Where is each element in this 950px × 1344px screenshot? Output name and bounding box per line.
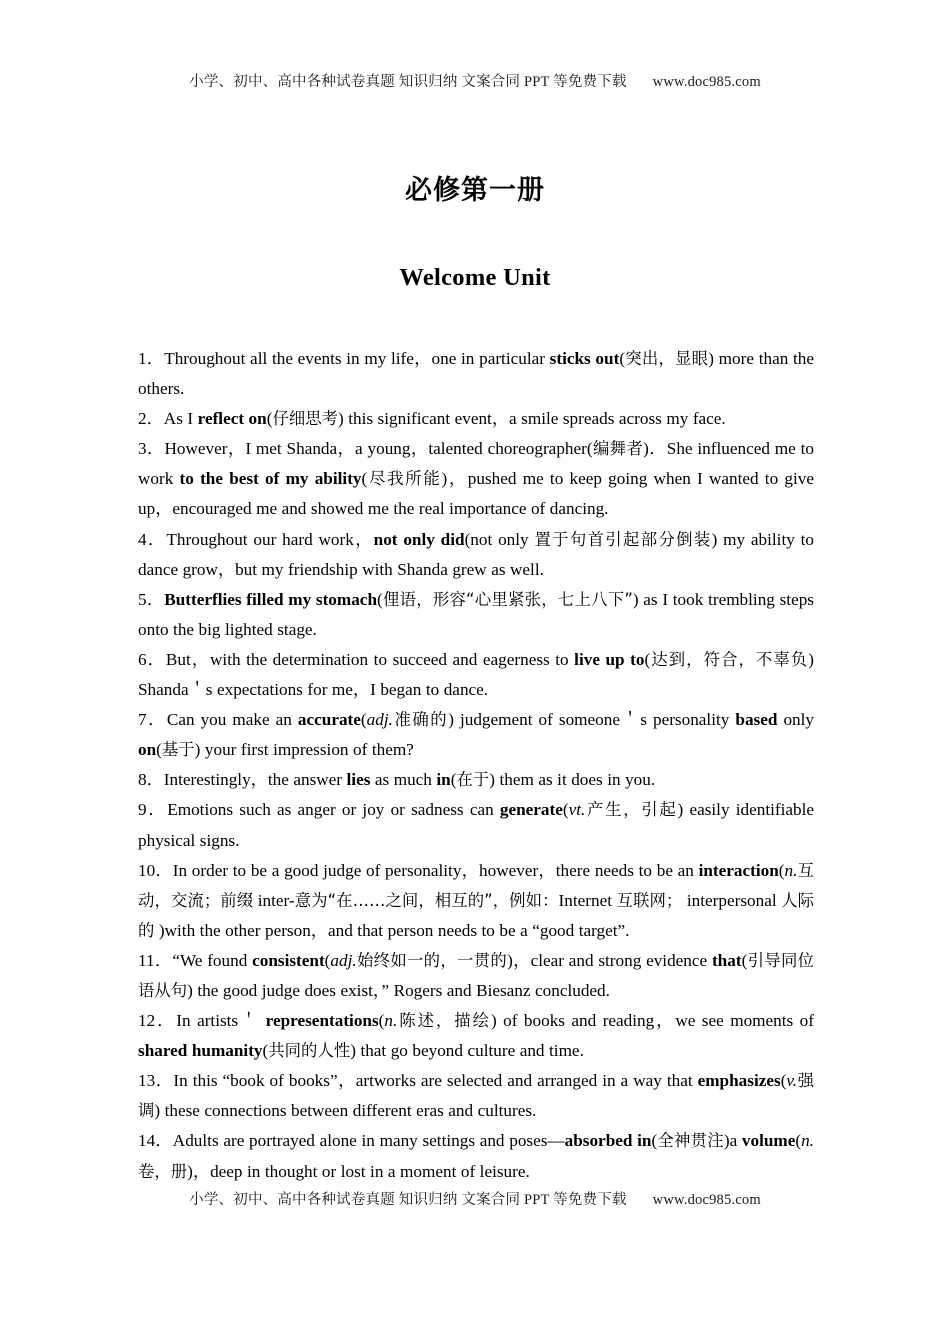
gloss-cn: 编舞者 [592,439,644,459]
part-of-speech: n. [784,860,798,880]
list-item: 13．In this “book of books”，artworks are selected and arranged in a way that emphasizes(v.强调) these connections between different eras and cultures. [138,1071,814,1121]
list-item: 6．But，with the determination to succeed and eagerness to live up to(达到，符合，不辜负) Shanda＇s expectations for me，I began to dance. [138,649,814,700]
running-foot-url: www.doc985.com [652,1192,761,1208]
sentence-list [138,344,814,1187]
gloss-cn: 人际的 [138,890,815,940]
item-number: 7． [138,710,167,730]
part-of-speech: vt. [568,800,586,820]
gloss-cn: 突出，显眼 [625,349,709,368]
running-head-url: www.doc985.com [652,74,761,90]
key-phrase: to the best of my ability [179,469,362,489]
gloss-cn: 在于 [456,770,490,790]
gloss-cn: 置于句首引起部分倒装 [534,529,712,549]
key-phrase: accurate [297,710,361,730]
key-phrase: not only did [373,529,465,549]
key-phrase: interaction [698,860,779,880]
key-phrase: lies [346,770,371,790]
list-item: 7．Can you make an accurate(adj.准确的) judgement of someone＇s personality based only on(基于) your first impression of them? [138,710,815,760]
list-item: 10．In order to be a good judge of personality，however，there needs to be an interaction(n.互动，交流；前缀 inter-意为“在……之间，相互的”，例如：Internet 互联网； interpersonal 人际的 )with the other person，and that person needs to be a “good target”. [138,860,815,940]
item-number: 10． [138,860,173,880]
key-phrase: representations [265,1011,379,1031]
item-number: 9． [138,800,168,820]
item-number: 6． [138,649,166,669]
gloss-cn: 尽我所能 [367,469,442,489]
key-phrase: Butterflies filled my stomach [164,589,377,609]
part-of-speech: n. [384,1011,398,1031]
key-phrase: sticks out [549,349,620,368]
item-number: 11． [138,950,173,970]
running-foot-text: 小学、初中、高中各种试卷真题 知识归纳 文案合同 PPT 等免费下载 [189,1192,627,1208]
item-number: 5． [138,589,165,609]
gloss-cn: 强调 [138,1071,814,1121]
item-number: 2． [138,409,164,429]
part-of-speech: adj. [330,950,357,970]
item-number: 3． [138,439,165,459]
list-item: 5．Butterflies filled my stomach(俚语，形容“心里紧张，七上八下”) as I took trembling steps onto the big lighted stage. [138,589,814,639]
list-item: 8．Interestingly，the answer lies as much in(在于) them as it does in you. [138,770,656,790]
list-item: 11．“We found consistent(adj.始终如一的，一贯的)，clear and strong evidence that(引导同位语从句) the good judge does exist，” Rogers and Biesanz concluded. [138,950,815,1000]
key-phrase: reflect on [197,409,267,429]
gloss-cn: 卷，册 [138,1161,188,1181]
list-item: 12．In artists＇ representations(n.陈述，描绘) of books and reading，we see moments of shared humanity(共同的人性) that go beyond culture and time. [138,1011,814,1061]
key-phrase: that [711,950,742,970]
item-number: 13． [138,1071,174,1091]
key-phrase: based [735,710,778,730]
key-phrase: volume [741,1131,796,1151]
gloss-cn: 产生，引起 [585,800,678,820]
unit-title: Welcome Unit [399,264,551,291]
gloss-cn: 陈述，描绘 [397,1011,491,1031]
key-phrase: consistent [252,950,325,970]
gloss-cn: 准确的 [392,710,449,730]
key-phrase: absorbed in [564,1131,652,1151]
key-phrase: generate [499,800,563,820]
gloss-cn: 互联网； [616,890,683,910]
gloss-cn: 仔细思考 [272,409,338,429]
gloss-cn: 全神贯注 [657,1131,724,1151]
list-item: 1．Throughout all the events in my life，one in particular sticks out(突出，显眼) more than the others. [138,349,814,399]
gloss-cn: 达到，符合，不辜负 [650,649,809,669]
key-phrase: in [436,770,451,790]
running-head [0,70,950,91]
key-phrase: emphasizes [697,1071,781,1091]
list-item: 9．Emotions such as anger or joy or sadness can generate(vt.产生，引起) easily identifiable physical signs. [138,800,815,850]
book-title: 必修第一册 [405,175,545,206]
key-phrase: on [138,740,157,760]
key-phrase: live up to [574,649,645,669]
part-of-speech: v. [786,1071,798,1091]
item-number: 14． [138,1131,173,1151]
list-item: 4．Throughout our hard work，not only did(not only 置于句首引起部分倒装) my ability to dance grow，but my friendship with Shanda grew as well. [138,529,815,579]
list-item: 2．As I reflect on(仔细思考) this significant event，a smile spreads across my face. [138,409,726,429]
item-number: 1． [138,349,165,368]
list-item: 14．Adults are portrayed alone in many settings and poses—absorbed in(全神贯注)a volume(n.卷，册)，deep in thought or lost in a moment of leisure. [138,1131,814,1181]
gloss-cn: 俚语，形容“心里紧张，七上八下” [382,589,633,609]
gloss-cn: 共同的人性 [268,1041,351,1061]
key-phrase: shared humanity [138,1041,263,1061]
running-foot [0,1188,950,1209]
gloss-cn: 始终如一的，一贯的 [356,950,508,970]
part-of-speech: n. [801,1131,814,1151]
part-of-speech: adj. [366,710,393,730]
list-item: 3．However，I met Shanda，a young，talented choreographer(编舞者)．She influenced me to work to the best of my ability(尽我所能)，pushed me to keep going when I wanted to give up，encouraged me and showed me the real importance of dancing. [138,439,815,519]
item-number: 8． [138,770,164,790]
gloss-cn: 互动，交流；前缀 [138,860,814,910]
gloss-cn: 引导同位语从句 [138,950,815,1000]
item-number: 4． [138,529,167,549]
running-head-text: 小学、初中、高中各种试卷真题 知识归纳 文案合同 PPT 等免费下载 [189,74,627,90]
gloss-cn: 意为“在……之间，相互的”，例如： [294,890,559,910]
item-number: 12． [138,1011,177,1031]
gloss-cn: 基于 [161,740,195,760]
